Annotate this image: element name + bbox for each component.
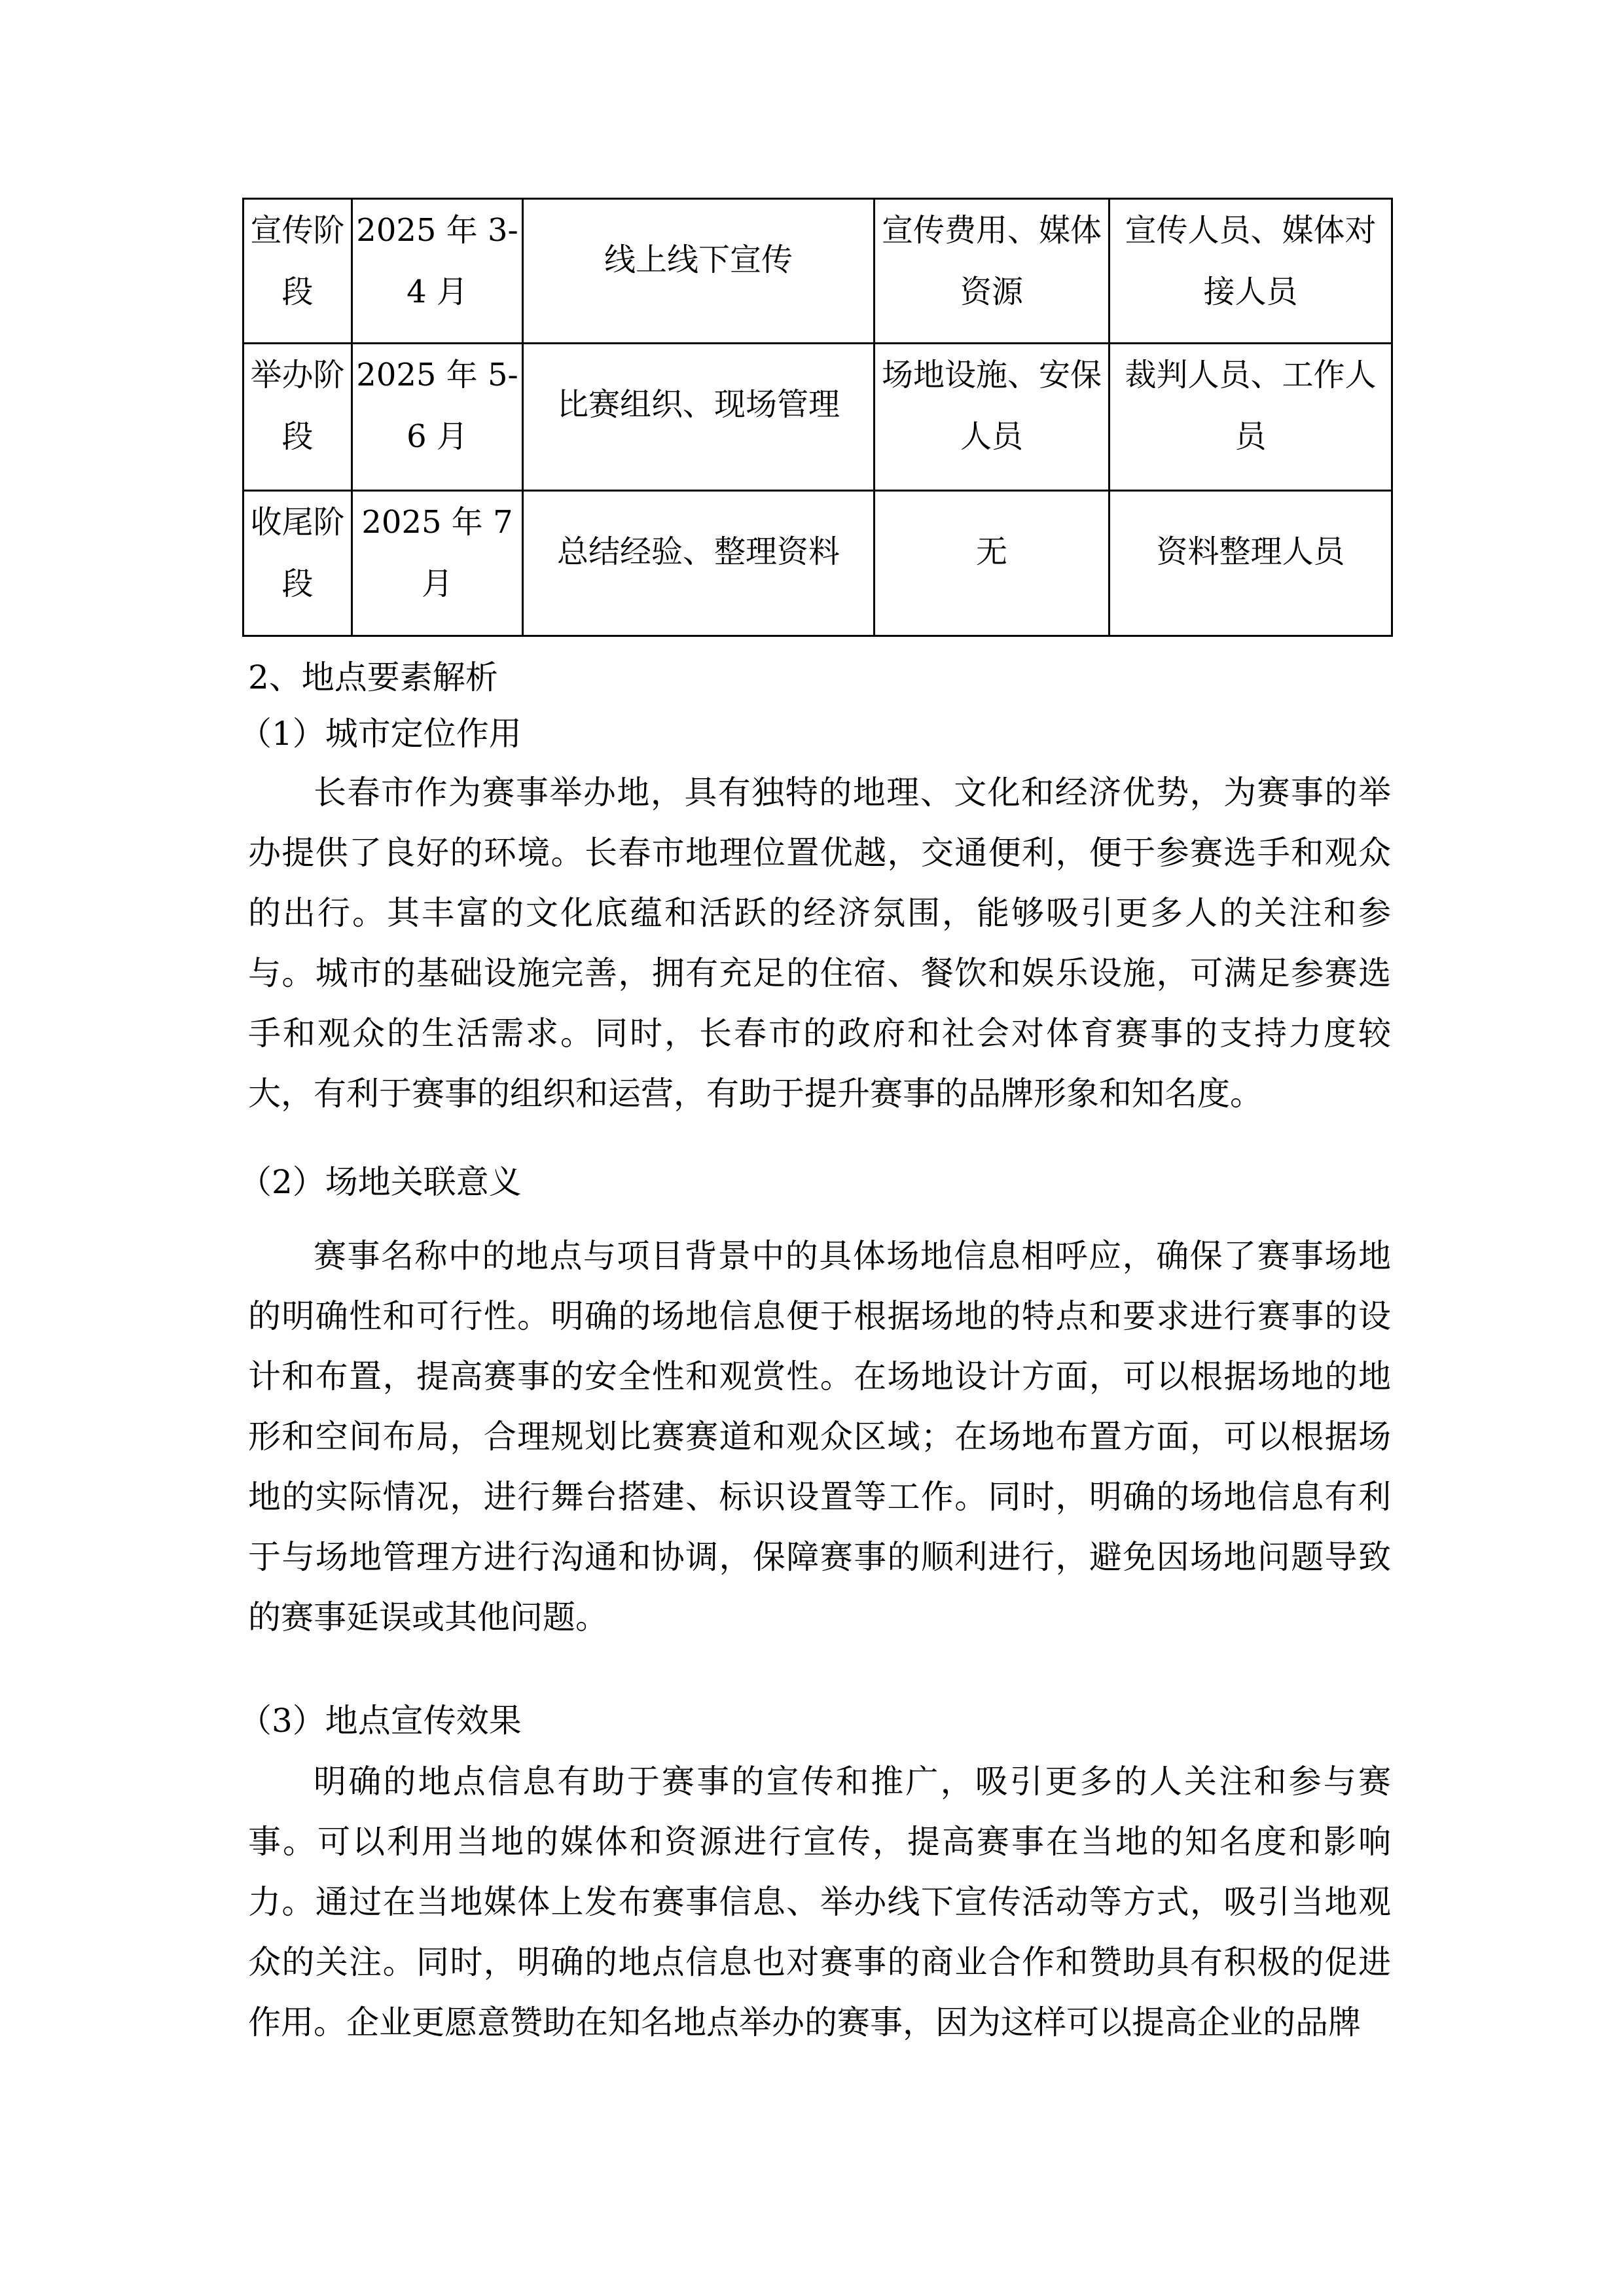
subheading-promo-effect: （3）地点宣传效果 [239,1702,522,1740]
table-cell: 2025 年 7 月 [352,491,523,636]
table-cell: 宣传阶段 [244,199,352,344]
table-cell: 举办阶段 [244,344,352,491]
table-cell: 无 [875,491,1110,636]
schedule-table [242,198,1393,637]
table-row [244,491,1392,636]
table-cell: 总结经验、整理资料 [523,491,875,636]
table-cell: 线上线下宣传 [523,199,875,344]
table-cell: 资料整理人员 [1110,491,1392,636]
subheading-city-role: （1）城市定位作用 [239,715,522,753]
table-cell: 收尾阶段 [244,491,352,636]
table-cell: 2025 年 3-4 月 [352,199,523,344]
table-cell: 场地设施、安保人员 [875,344,1110,491]
table-cell: 宣传人员、媒体对接人员 [1110,199,1392,344]
subheading-venue-meaning: （2）场地关联意义 [239,1163,522,1201]
paragraph-venue-meaning: 赛事名称中的地点与项目背景中的具体场地信息相呼应，确保了赛事场地的明确性和可行性。明确的场地信息便于根据场地的特点和要求进行赛事的设计和布置，提高赛事的安全性和观赏性。在场地设计方面，可以根据场地的地形和空间布局，合理规划比赛赛道和观众区域；在场地布置方面，可以根据场地的实际情况，进行舞台搭建、标识设置等工作。同时，明确的场地信息有利于与场地管理方进行沟通和协调，保障赛事的顺利进行，避免因场地问题导致的赛事延误或其他问题。 [248,1237,1391,1636]
table-cell: 宣传费用、媒体资源 [875,199,1110,344]
table-cell: 裁判人员、工作人员 [1110,344,1392,491]
table-cell: 比赛组织、现场管理 [523,344,875,491]
table-row [244,199,1392,344]
paragraph-promo-effect: 明确的地点信息有助于赛事的宣传和推广，吸引更多的人关注和参与赛事。可以利用当地的媒体和资源进行宣传，提高赛事在当地的知名度和影响力。通过在当地媒体上发布赛事信息、举办线下宣传活动等方式，吸引当地观众的关注。同时，明确的地点信息也对赛事的商业合作和赞助具有积极的促进作用。企业更愿意赞助在知名地点举办的赛事，因为这样可以提高企业的品牌 [248,1763,1391,2041]
section-heading: 2、地点要素解析 [248,658,498,696]
table-cell: 2025 年 5-6 月 [352,344,523,491]
paragraph-city-role: 长春市作为赛事举办地，具有独特的地理、文化和经济优势，为赛事的举办提供了良好的环境。长春市地理位置优越，交通便利，便于参赛选手和观众的出行。其丰富的文化底蕴和活跃的经济氛围，能够吸引更多人的关注和参与。城市的基础设施完善，拥有充足的住宿、餐饮和娱乐设施，可满足参赛选手和观众的生活需求。同时，长春市的政府和社会对体育赛事的支持力度较大，有利于赛事的组织和运营，有助于提升赛事的品牌形象和知名度。 [248,774,1391,1113]
table-row [244,344,1392,491]
